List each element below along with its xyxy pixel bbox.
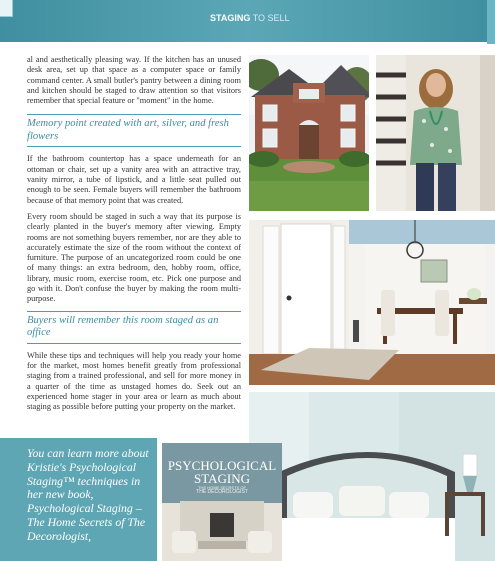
house-exterior-photo — [249, 55, 369, 211]
section-title — [210, 13, 290, 23]
book-title-line-2: STAGING — [193, 471, 250, 486]
page-edge-strip — [487, 0, 495, 44]
section-title-bold: STAGING — [210, 13, 251, 23]
article-column — [27, 55, 241, 412]
paragraph-bathroom: If the bathroom countertop has a space underneath for an ottoman or chair, set up a vanity area with an attractive tray, vanity mirror, a tube of lipstick, and a little seat pulled out enough to be seen. Female buyers will remember the bathroom because of that memory point that was created. — [27, 154, 241, 205]
portrait-illustration — [376, 55, 495, 211]
divider — [27, 311, 241, 312]
bedroom-photo — [249, 392, 495, 561]
book-title-line-1: PSYCHOLOGICAL — [167, 458, 277, 473]
paragraph-room-purpose: Every room should be staged in such a way that its purpose is clearly planted in the buyer's memory after viewing. Empty rooms are not something buyers remember, nor are they able to accurately estimate the size of the room without the context of furniture. The purpose of an uncategorized room could be one of many things: an extra bedroom, den, hobby room, office, library, music room, exercise room, etc. Pick one purpose and go with it. Don't confuse the buyer by making the room multi-purpose. — [27, 211, 241, 304]
book-subtitle: THE HOME SECRETS OF — [198, 485, 246, 490]
book-promo-text: You can learn more about Kristie's Psychological Staging™ techniques in her new book, Psychological Staging – The Home Secrets of The Decorologist, — [27, 446, 149, 543]
page-header — [0, 0, 495, 42]
paragraph-professional-staging: While these tips and techniques will help you ready your home for the market, most homes benefit greatly from professional staging from a trained professional, and sell for more money in a quarter of the time as unstaged homes do. Seek out an experienced home stager in your area or learn as much about staging as possible before putting your property on the market. — [27, 350, 241, 412]
entry-dining-photo — [249, 220, 495, 385]
divider — [27, 114, 241, 115]
book-cover — [162, 443, 282, 561]
section-title-rest: TO SELL — [252, 13, 290, 23]
page-curl-icon — [0, 0, 13, 17]
bedroom-illustration — [249, 392, 495, 561]
entry-dining-illustration — [249, 220, 495, 385]
paragraph-kitchen: al and aesthetically pleasing way. If the kitchen has an unused desk area, set up that space as a computer space or family command center. A small butler's pantry between a dining room and kitchen should be staged to draw attention so that visitors remember that special feature or "moment" in the home. — [27, 55, 241, 106]
book-author-line: THE DECOROLOGIST — [196, 489, 248, 495]
divider — [27, 146, 241, 147]
book-title — [162, 459, 282, 485]
book-subtitle-block — [162, 485, 282, 495]
house-exterior-illustration — [249, 55, 369, 211]
book-promo-sidebar — [0, 438, 157, 561]
portrait-photo — [376, 55, 495, 211]
subheading-memory-point: Memory point created with art, silver, and fresh flowers — [27, 118, 229, 142]
subheading-office: Buyers will remember this room staged as an office — [27, 314, 219, 339]
divider — [27, 343, 241, 344]
